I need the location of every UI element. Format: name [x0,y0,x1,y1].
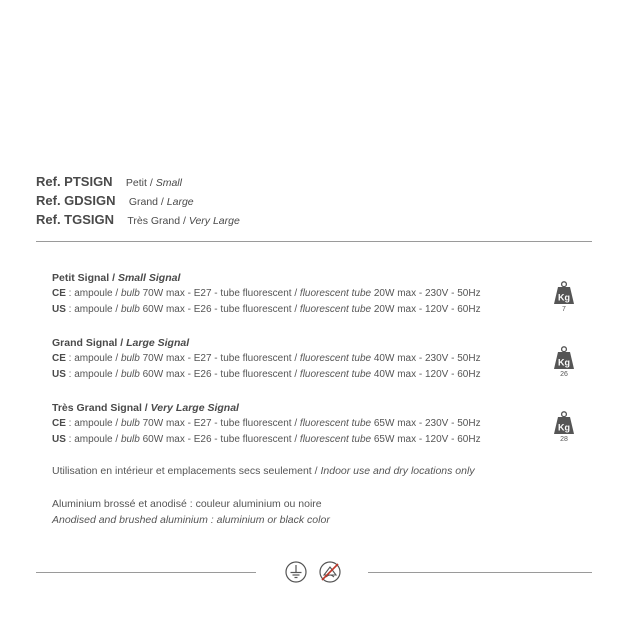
ref-size-en: Large [166,196,194,208]
signal-title-en: Large Signal [126,337,190,349]
spec-text: : ampoule / [65,369,121,380]
signal-title-fr: Grand Signal [52,337,118,349]
spec-ce [52,286,592,302]
spec-text: 40W max - 230V - 50Hz [371,353,481,364]
ref-size-fr: Très Grand [127,215,181,227]
signal-title-en: Small Signal [117,272,181,284]
weight-kg-icon [553,411,575,435]
signal-very-large [52,401,592,466]
divider-top [36,241,592,242]
ref-size [126,177,182,189]
material-note-en-text: Anodised and brushed aluminium : aluminium or black color [52,514,330,526]
ref-size-sep: / [158,196,167,208]
signal-small [52,271,592,336]
spec-us [52,367,592,383]
spec-bulb: bulb [120,353,140,364]
ref-tgsign [36,210,596,229]
weight-kg-icon [553,281,575,305]
spec-text: 60W max - E26 - tube fluorescent / [139,434,300,445]
weight-icon-label: Kg [558,292,570,303]
earth-ground-icon [285,561,307,583]
no-insulation-cover-icon [318,561,342,583]
spec-text: 70W max - E27 - tube fluorescent / [139,418,300,429]
spec-text: : ampoule / [65,304,121,315]
material-note-en [52,512,330,528]
spec-text: 70W max - E27 - tube fluorescent / [139,353,300,364]
ref-code: Ref. TGSIGN [36,212,115,227]
spec-text: 65W max - 120V - 60Hz [371,434,481,445]
ref-size-fr: Petit [125,177,147,189]
spec-tube: fluorescent tube [299,434,372,445]
ref-size-fr: Grand [128,196,158,208]
spec-tube: fluorescent tube [299,353,372,364]
weight-value: 28 [560,436,568,443]
spec-text: 60W max - E26 - tube fluorescent / [139,304,300,315]
weight-badge [552,411,576,444]
spec-us [52,432,592,448]
signal-spec-list [52,271,592,466]
spec-label: CE [52,418,66,429]
spec-tube: fluorescent tube [299,418,372,429]
spec-label: CE [52,288,66,299]
ref-size-en: Very Large [188,215,240,227]
signal-title: Très Grand Signal / Very Large Signal [52,402,239,414]
spec-label: US [52,304,66,315]
signal-title-fr: Très Grand Signal [52,402,142,414]
spec-bulb: bulb [120,418,140,429]
divider-bottom-left [36,572,256,573]
ref-size [127,215,239,227]
usage-note-fr: Utilisation en intérieur et emplacements secs seulement / [52,465,321,477]
spec-tube: fluorescent tube [299,369,372,380]
spec-tube: fluorescent tube [299,288,372,299]
signal-title: Petit Signal / Small Signal [52,272,181,284]
ref-size [129,196,194,208]
spec-label: US [52,369,66,380]
spec-text: 40W max - 120V - 60Hz [371,369,481,380]
spec-text: 65W max - 230V - 50Hz [371,418,481,429]
ref-ptsign [36,172,596,191]
signal-title: Grand Signal / Large Signal [52,337,190,349]
weight-badge [552,281,576,314]
spec-ce [52,416,592,432]
signal-title-fr: Petit Signal [52,272,110,284]
spec-bulb: bulb [120,304,140,315]
ref-code: Ref. PTSIGN [36,174,113,189]
weight-badge [552,346,576,379]
spec-text: 60W max - E26 - tube fluorescent / [139,369,300,380]
ref-size-en: Small [155,177,182,189]
ref-size-sep: / [180,215,189,227]
spec-ce [52,351,592,367]
usage-note-en: Indoor use and dry locations only [320,465,475,477]
divider-bottom-right [368,572,592,573]
weight-icon-label: Kg [558,357,570,368]
signal-title-en: Very Large Signal [150,402,239,414]
spec-text: : ampoule / [65,288,121,299]
spec-text: 70W max - E27 - tube fluorescent / [139,288,300,299]
weight-icon-label: Kg [558,422,570,433]
spec-text: : ampoule / [65,418,121,429]
ref-size-sep: / [146,177,156,189]
material-note-fr: Aluminium brossé et anodisé : couleur aluminium ou noire [52,498,322,510]
spec-text: 20W max - 230V - 50Hz [371,288,481,299]
usage-note [52,463,475,479]
spec-text: : ampoule / [65,434,121,445]
weight-value: 26 [560,371,568,378]
reference-list [36,172,596,229]
weight-kg-icon [553,346,575,370]
spec-tube: fluorescent tube [299,304,372,315]
spec-text: 20W max - 120V - 60Hz [371,304,481,315]
spec-us [52,302,592,318]
ref-code: Ref. GDSIGN [36,193,116,208]
spec-label: CE [52,353,66,364]
spec-bulb: bulb [120,369,140,380]
spec-bulb: bulb [120,434,140,445]
ref-gdsign [36,191,596,210]
spec-bulb: bulb [120,288,140,299]
weight-value: 7 [562,306,566,313]
spec-label: US [52,434,66,445]
spec-text: : ampoule / [65,353,121,364]
signal-large [52,336,592,401]
